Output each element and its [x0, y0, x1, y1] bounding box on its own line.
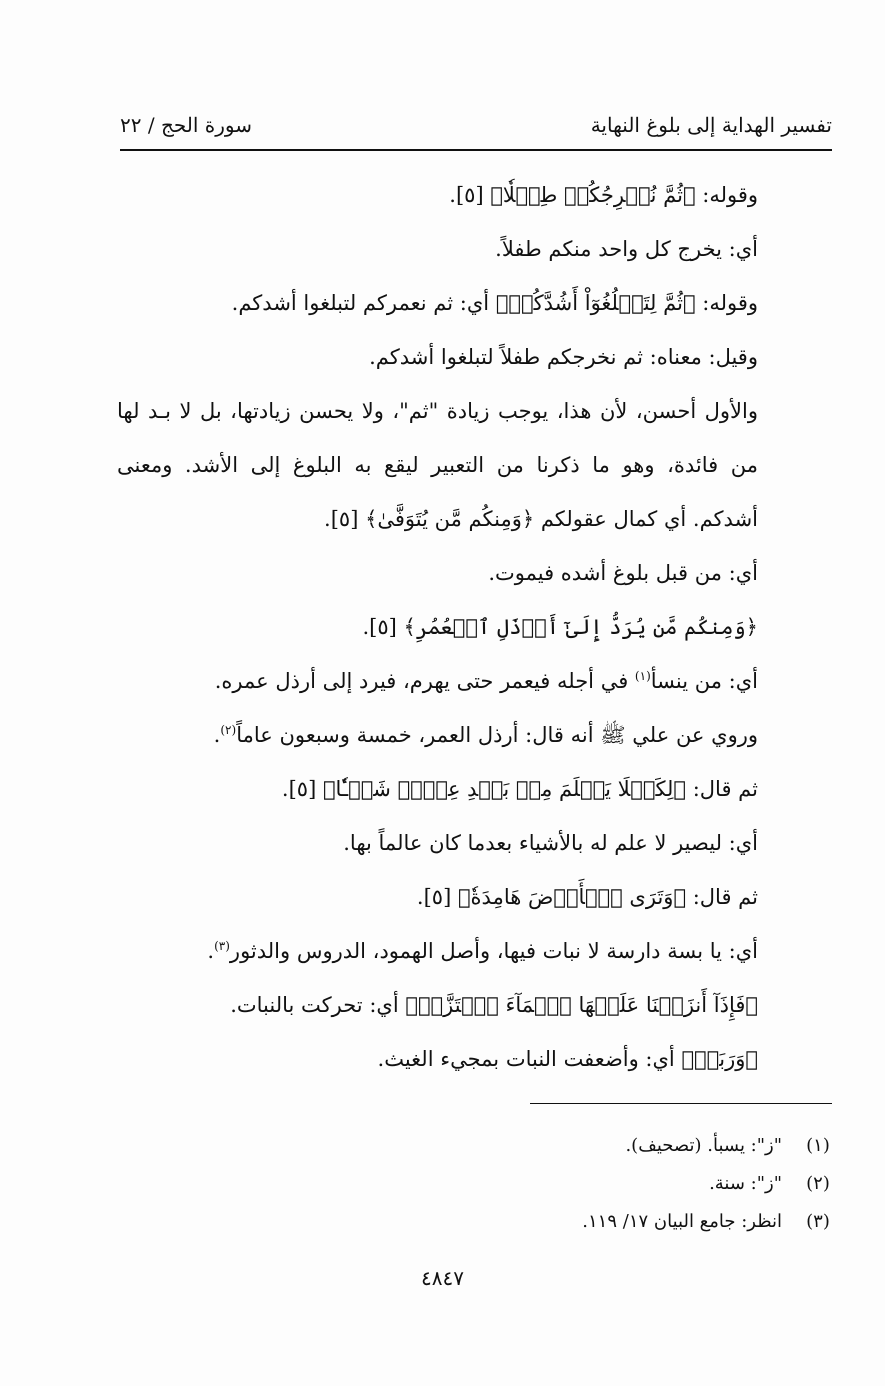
line-text: ثم قال: [686, 777, 758, 801]
text-line [117, 762, 832, 816]
quran-verse: ﴿وَمِنكُم مَّن يُتَوَفَّىٰ﴾ [365, 507, 535, 531]
text-line [117, 222, 832, 276]
paragraph [117, 384, 832, 546]
quran-verse: ﴿وَمِنكُم مَّن يُرَدُّ إِلَىٰٓ أَرۡذَلِ ٱلۡعُمُرِ﴾ [403, 615, 758, 639]
text-line [117, 978, 832, 1032]
page-number: ٤٨٤٧ [421, 1266, 464, 1290]
footnote-number: (٣) [806, 1211, 830, 1232]
quran-verse: ﴿فَإِذَآ أَنزَلۡنَا عَلَيۡهَا ٱلۡمَآءَ ٱهۡتَزَّتۡ﴾ [405, 993, 758, 1017]
line-text: أي: من قبل بلوغ أشده فيموت. [488, 561, 758, 585]
text-line [117, 276, 832, 330]
text-line [117, 708, 832, 762]
verse-ref: [٥]. [416, 885, 458, 909]
quran-verse: ﴿ثُمَّ نُخۡرِجُكُمۡ طِفۡلٗا﴾ [490, 183, 696, 207]
quran-verse: ﴿لِكَيۡلَا يَعۡلَمَ مِنۢ بَعۡدِ عِلۡمٖ شَيۡـٔٗا﴾ [322, 777, 687, 801]
text-line [117, 816, 832, 870]
line-text: وروي عن علي ﷺ أنه قال: أرذل العمر، خمسة وسبعون عاماً [236, 723, 758, 747]
footnote-marker: (٢) [220, 723, 237, 737]
footnote-number: (١) [806, 1135, 830, 1156]
line-text: أي: وأضعفت النبات بمجيء الغيث. [377, 1047, 682, 1071]
text-line [117, 168, 832, 222]
running-header [120, 112, 832, 138]
quran-verse: ﴿ثُمَّ لِتَبۡلُغُوٓاْ أَشُدَّكُمۡ﴾ [495, 291, 696, 315]
text-line [117, 654, 832, 708]
surah-reference: سورة الحج / ٢٢ [120, 113, 252, 137]
line-text: . [213, 723, 221, 747]
line-text: أي: ثم نعمركم لتبلغوا أشدكم. [231, 291, 496, 315]
line-text: . [207, 939, 215, 963]
text-line [117, 924, 832, 978]
line-text: أي: من ينسأ [650, 669, 758, 693]
footnote-text: "ز": يسبأ. (تصحيف). [625, 1135, 782, 1156]
footnote [300, 1203, 832, 1241]
line-text: وقوله: [695, 183, 758, 207]
text-line [117, 546, 832, 600]
quran-verse: ﴿وَتَرَى ٱلۡأَرۡضَ هَامِدَةٗ﴾ [457, 885, 687, 909]
footnote [300, 1165, 832, 1203]
main-text [117, 168, 832, 1086]
quran-verse: ﴿وَرَبَتۡ﴾ [681, 1047, 758, 1071]
line-text: وقوله: [695, 291, 758, 315]
footnote-text: "ز": سنة. [709, 1173, 782, 1194]
line-text: أي: ليصير لا علم له بالأشياء بعدما كان عالماً بها. [343, 831, 758, 855]
line-text: أي: يخرج كل واحد منكم طفلاً. [495, 237, 758, 261]
footnote-rule [530, 1103, 832, 1104]
paragraph-text: والأول أحسن، لأن هذا، يوجب زيادة "ثم"، ولا يحسن زيادتها، بل لا بـد لها من فائدة، وهو ما ذكرنا من التعبير ليقع به البلوغ إلى الأشد. ومعنى أشدكم. أي كمال عقولكم [117, 399, 758, 531]
line-text: في أجله فيعمر حتى يهرم، فيرد إلى أرذل عمره. [214, 669, 635, 693]
verse-ref: [٥]. [449, 183, 491, 207]
footnote-text: انظر: جامع البيان ١٧/ ١١٩. [582, 1211, 782, 1232]
line-text: أي: تحركت بالنبات. [230, 993, 406, 1017]
footnote-number: (٢) [806, 1173, 830, 1194]
verse-ref: [٥]. [362, 615, 404, 639]
text-line [117, 600, 832, 654]
line-text: أي: يا بسة دارسة لا نبات فيها، وأصل الهمود، الدروس والدثور [229, 939, 758, 963]
line-text: ثم قال: [686, 885, 758, 909]
footnote-marker: (١) [634, 669, 651, 683]
text-line [117, 330, 832, 384]
footnote [300, 1127, 832, 1165]
footnotes [300, 1127, 832, 1241]
verse-ref: [٥]. [324, 507, 366, 531]
book-title: تفسير الهداية إلى بلوغ النهاية [590, 113, 832, 137]
line-text: وقيل: معناه: ثم نخرجكم طفلاً لتبلغوا أشدكم. [369, 345, 758, 369]
header-rule [120, 149, 832, 151]
footnote-marker: (٣) [214, 939, 230, 953]
text-line [117, 870, 832, 924]
verse-ref: [٥]. [281, 777, 323, 801]
text-line [117, 1032, 832, 1086]
